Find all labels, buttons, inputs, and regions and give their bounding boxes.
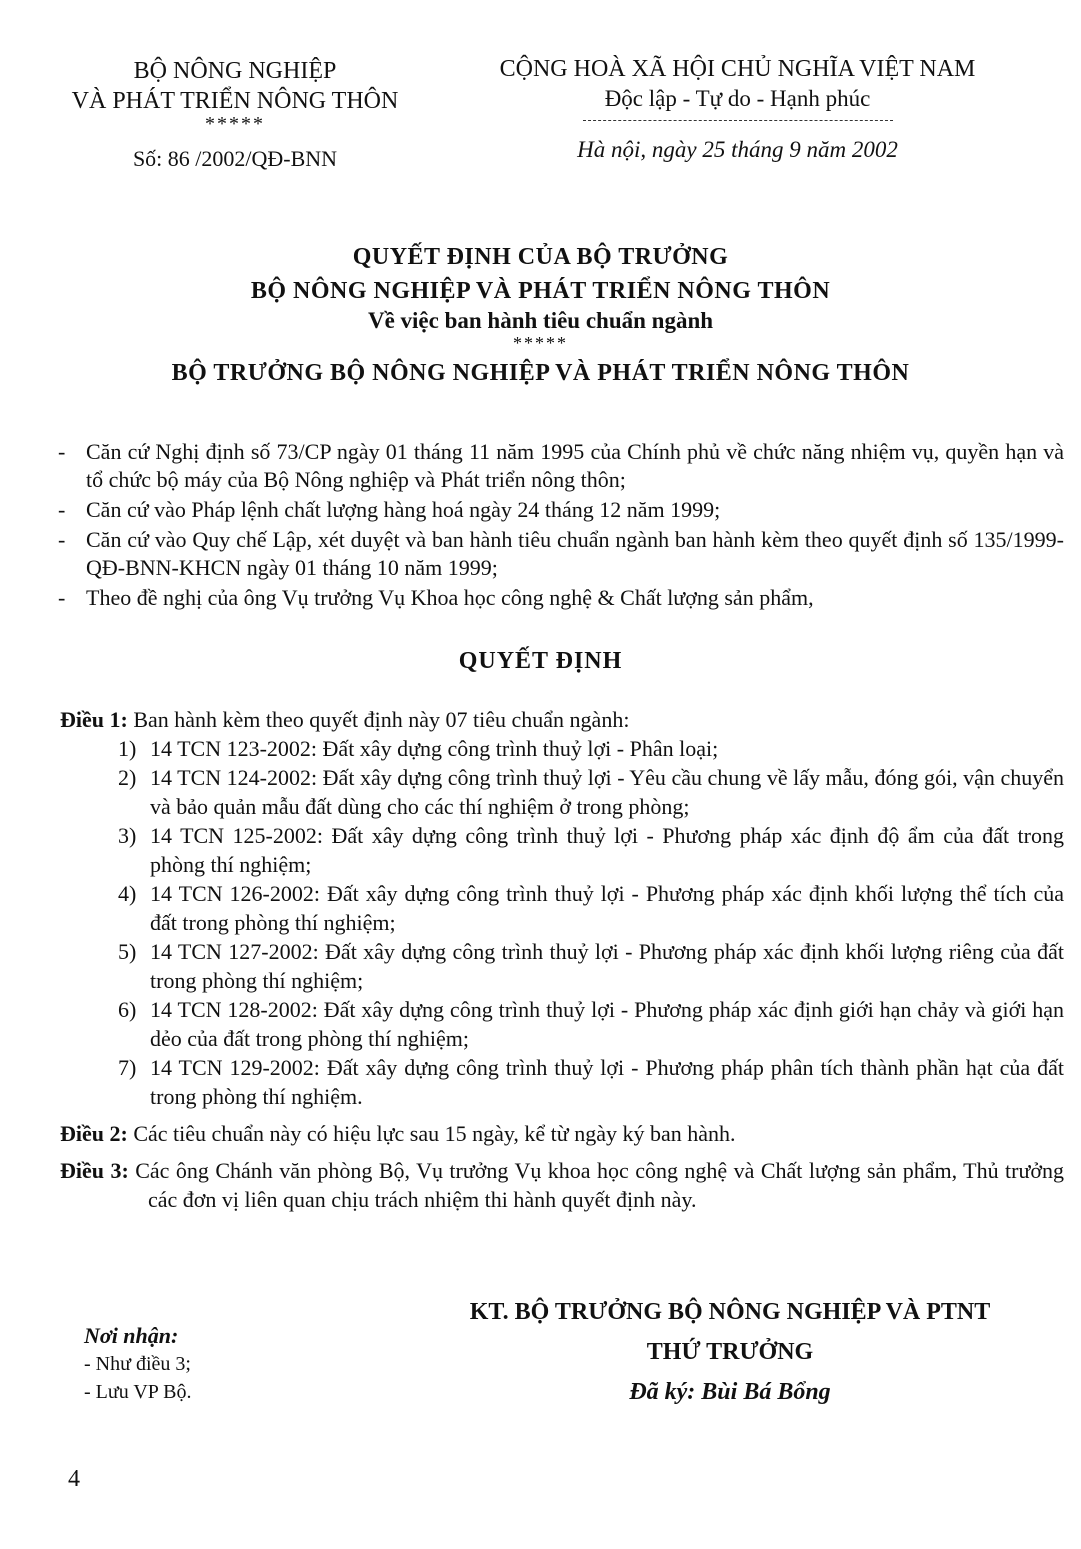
preamble-item bbox=[58, 496, 1064, 524]
article-2-lead: Điều 2: bbox=[60, 1121, 128, 1146]
title-line2: BỘ NÔNG NGHIỆP VÀ PHÁT TRIỂN NÔNG THÔN bbox=[250, 278, 831, 304]
signature-title: THỨ TRƯỞNG bbox=[646, 1339, 814, 1365]
preamble-text: Căn cứ vào Pháp lệnh chất lượng hàng hoá ngày 24 tháng 12 năm 1999; bbox=[86, 497, 721, 522]
title-stars: ***** bbox=[513, 333, 568, 353]
standard-item-number: 1) bbox=[118, 736, 137, 761]
preamble-text: Theo đề nghị của ông Vụ trưởng Vụ Khoa học công nghệ & Chất lượng sản phẩm, bbox=[86, 585, 814, 610]
article-2-text: Các tiêu chuẩn này có hiệu lực sau 15 ngày, kể từ ngày ký ban hành. bbox=[133, 1121, 736, 1146]
standard-item-number: 3) bbox=[118, 823, 137, 848]
recipient-item: - Như điều 3; bbox=[84, 1353, 191, 1375]
standard-item-text: 14 TCN 126-2002: Đất xây dựng công trình thuỷ lợi - Phương pháp xác định khối lượng thể tích của đất trong phòng thí nghiệm; bbox=[150, 881, 1064, 935]
article-3 bbox=[60, 1156, 1064, 1214]
recipient-item: - Lưu VP Bộ. bbox=[84, 1381, 192, 1403]
article-1 bbox=[60, 705, 1064, 1111]
article-1-lead: Điều 1: bbox=[60, 707, 128, 732]
ministry-stars: ***** bbox=[205, 113, 265, 135]
document-title-block bbox=[0, 240, 1081, 390]
preamble-dash: - bbox=[58, 527, 66, 552]
standard-item-number: 2) bbox=[118, 765, 137, 790]
article-2 bbox=[60, 1119, 1064, 1148]
signature-signed-by: Đã ký: Bùi Bá Bổng bbox=[629, 1379, 831, 1405]
preamble-list bbox=[58, 438, 1064, 614]
motto-underline-divider bbox=[583, 120, 893, 121]
standard-item-text: 14 TCN 129-2002: Đất xây dựng công trình thuỷ lợi - Phương pháp phân tích thành phần hạt của đất trong phòng thí nghiệm. bbox=[150, 1055, 1064, 1109]
preamble-item bbox=[58, 438, 1064, 494]
title-line1: QUYẾT ĐỊNH CỦA BỘ TRƯỞNG bbox=[352, 244, 729, 270]
standard-item-text: 14 TCN 128-2002: Đất xây dựng công trình thuỷ lợi - Phương pháp xác định giới hạn chảy và giới hạn dẻo của đất trong phòng thí nghiệm; bbox=[150, 997, 1064, 1051]
standard-item-number: 4) bbox=[118, 881, 137, 906]
preamble-dash: - bbox=[58, 439, 66, 464]
national-motto: Độc lập - Tự do - Hạnh phúc bbox=[604, 86, 871, 111]
title-subject: Về việc ban hành tiêu chuẩn ngành bbox=[367, 308, 714, 333]
preamble-item bbox=[58, 526, 1064, 582]
standard-item-text: 14 TCN 124-2002: Đất xây dựng công trình thuỷ lợi - Yêu cầu chung về lấy mẫu, đóng gói, vận chuyển và bảo quản mẫu đất dùng cho các thí nghiệm ở trong phòng; bbox=[150, 765, 1064, 819]
preamble-dash: - bbox=[58, 497, 66, 522]
recipients-title: Nơi nhận: bbox=[84, 1323, 179, 1348]
article-3-lead: Điều 3: bbox=[60, 1158, 129, 1183]
national-heading-block bbox=[465, 54, 1010, 165]
page-number: 4 bbox=[68, 1466, 80, 1492]
standard-item-number: 7) bbox=[118, 1055, 137, 1080]
standard-item bbox=[118, 821, 1064, 879]
place-and-date: Hà nội, ngày 25 tháng 9 năm 2002 bbox=[577, 137, 898, 162]
ministry-name-line2: VÀ PHÁT TRIỂN NÔNG THÔN bbox=[71, 88, 399, 114]
articles-section bbox=[60, 705, 1064, 1222]
standard-item-number: 6) bbox=[118, 997, 137, 1022]
decision-heading: QUYẾT ĐỊNH bbox=[458, 648, 623, 674]
nation-name: CỘNG HOÀ XÃ HỘI CHỦ NGHĨA VIỆT NAM bbox=[499, 56, 976, 82]
standard-item bbox=[118, 937, 1064, 995]
issuing-agency-block bbox=[40, 56, 430, 174]
preamble-item bbox=[58, 584, 1064, 612]
signature-authority: KT. BỘ TRƯỞNG BỘ NÔNG NGHIỆP VÀ PTNT bbox=[469, 1299, 991, 1325]
standard-item bbox=[118, 734, 1064, 763]
recipients-block bbox=[84, 1322, 344, 1406]
preamble-text: Căn cứ vào Quy chế Lập, xét duyệt và ban hành tiêu chuẩn ngành ban hành kèm theo quyết định số 135/1999-QĐ-BNN-KHCN ngày 01 tháng 10 năm 1999; bbox=[86, 527, 1064, 580]
standard-item bbox=[118, 763, 1064, 821]
document-number: Số: 86 /2002/QĐ-BNN bbox=[132, 146, 338, 171]
signature-block bbox=[420, 1292, 1040, 1412]
standard-item bbox=[118, 995, 1064, 1053]
standard-item bbox=[118, 1053, 1064, 1111]
preamble-dash: - bbox=[58, 585, 66, 610]
standard-item-number: 5) bbox=[118, 939, 137, 964]
ministry-name-line1: BỘ NÔNG NGHIỆP bbox=[133, 58, 337, 84]
standard-item-text: 14 TCN 125-2002: Đất xây dựng công trình thuỷ lợi - Phương pháp xác định độ ẩm của đất trong phòng thí nghiệm; bbox=[150, 823, 1064, 877]
standard-item-text: 14 TCN 127-2002: Đất xây dựng công trình thuỷ lợi - Phương pháp xác định khối lượng riêng của đất trong phòng thí nghiệm; bbox=[150, 939, 1064, 993]
issuing-authority: BỘ TRƯỞNG BỘ NÔNG NGHIỆP VÀ PHÁT TRIỂN NÔNG THÔN bbox=[171, 360, 910, 386]
preamble-text: Căn cứ Nghị định số 73/CP ngày 01 tháng 11 năm 1995 của Chính phủ về chức năng nhiệm vụ, quyền hạn và tổ chức bộ máy của Bộ Nông nghiệp và Phát triển nông thôn; bbox=[86, 439, 1064, 492]
standard-item-text: 14 TCN 123-2002: Đất xây dựng công trình thuỷ lợi - Phân loại; bbox=[150, 736, 719, 761]
article-3-text: Các ông Chánh văn phòng Bộ, Vụ trưởng Vụ khoa học công nghệ và Chất lượng sản phẩm, Thủ trưởng các đơn vị liên quan chịu trách nhiệm thi hành quyết định này. bbox=[135, 1158, 1065, 1212]
article-1-text: Ban hành kèm theo quyết định này 07 tiêu chuẩn ngành: bbox=[133, 707, 630, 732]
standard-item bbox=[118, 879, 1064, 937]
